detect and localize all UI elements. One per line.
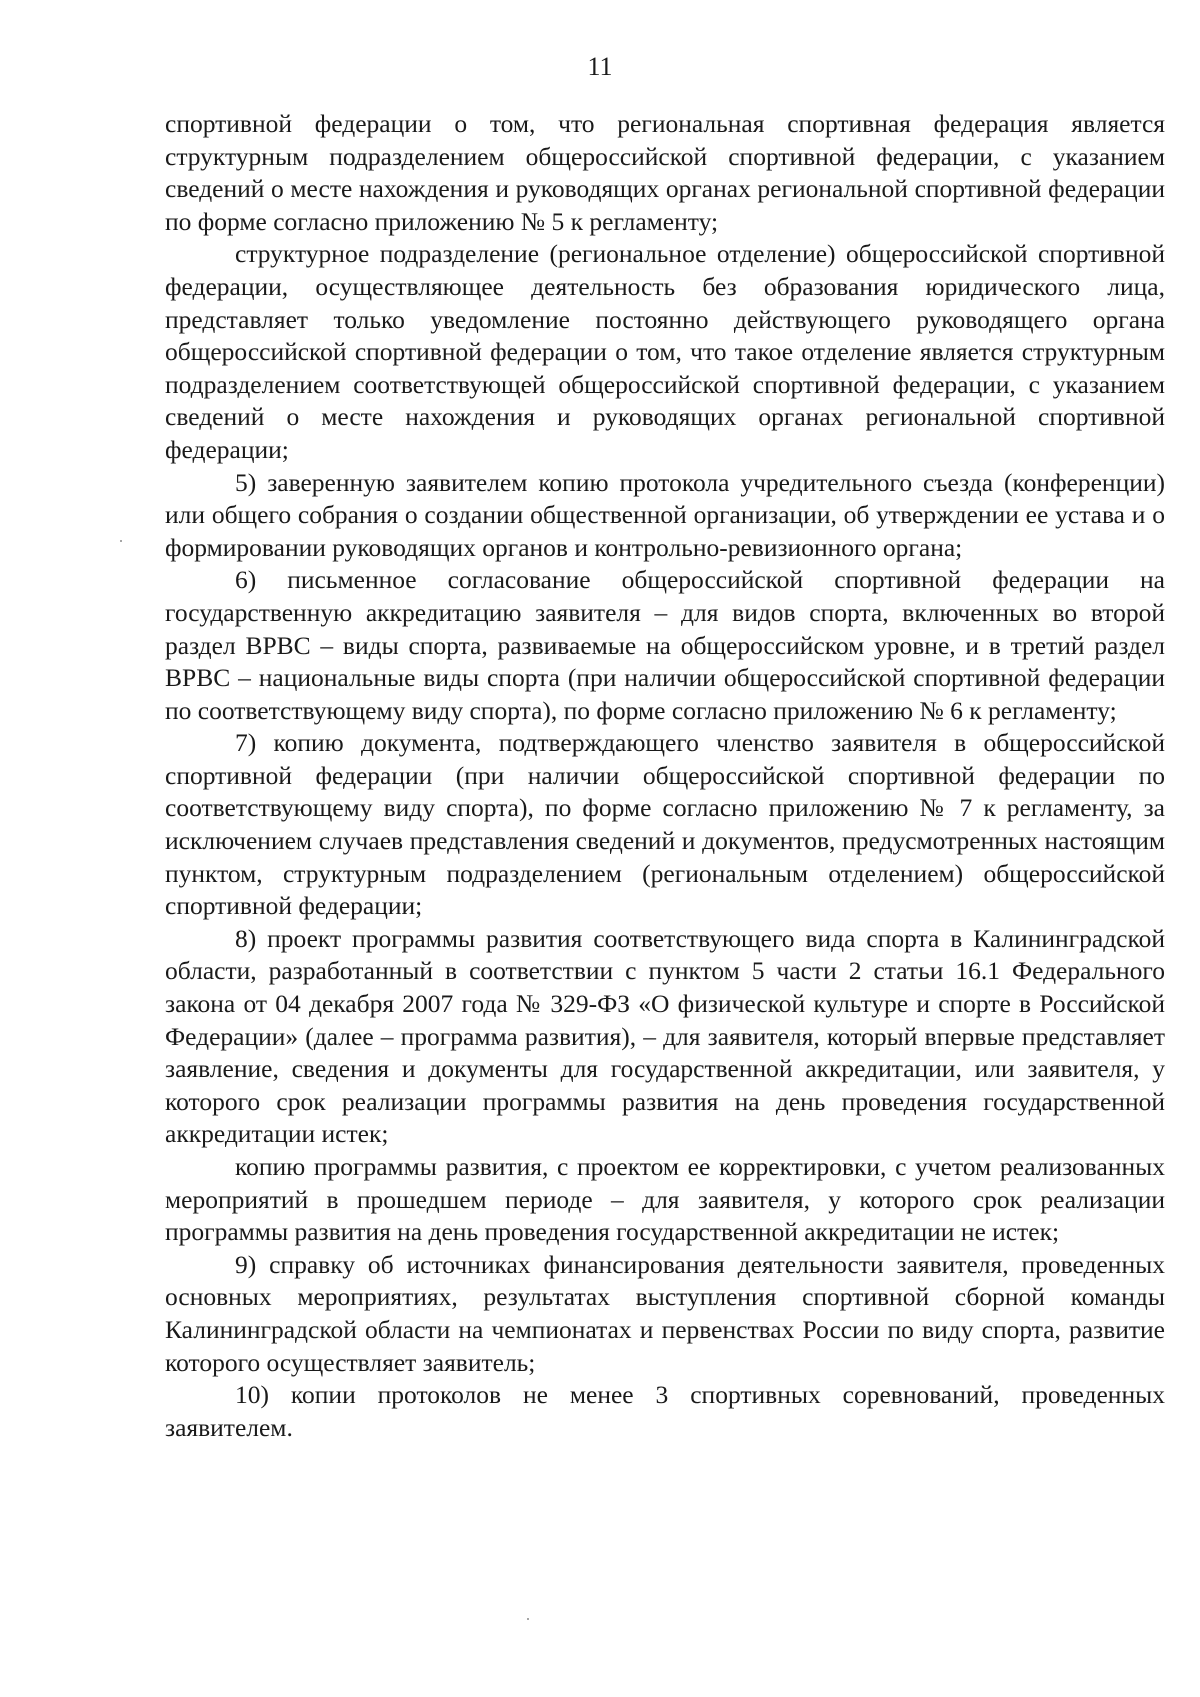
paragraph-item-9: 9) справку об источниках финансирования деятельности заявителя, проведенных основных мероприятиях, результатах выступления спортивной сборной команды Калининградской области на чемпионатах и первенствах России по виду спорта, развитие которого осуществляет заявитель; [165, 1249, 1165, 1377]
paragraph-item-6: 6) письменное согласование общероссийской спортивной федерации на государственную аккредитацию заявителя – для видов спорта, включенных во второй раздел ВРВС – виды спорта, развиваемые на общероссийском уровне, и в третий раздел ВРВС – национальные виды спорта (при наличии общероссийской спортивной федерации по соответствующему виду спорта), по форме согласно приложению № 6 к регламенту; [165, 565, 1165, 725]
paragraph-item-7: 7) копию документа, подтверждающего членство заявителя в общероссийской спортивной федерации (при наличии общероссийской спортивной федерации по соответствующему виду спорта), по форме согласно приложению № 7 к регламенту, за исключением случаев представления сведений и документов, предусмотренных настоящим пунктом, структурным подразделением (региональным отделением) общероссийской спортивной федерации; [165, 728, 1165, 921]
page-number: 11 [587, 52, 613, 81]
paragraph-item-5: 5) заверенную заявителем копию протокола учредительного съезда (конференции) или общего собрания о создании общественной организации, об утверждении ее устава и о формировании руководящих органов и контрольно-ревизионного органа; [165, 467, 1165, 562]
scan-speck [527, 1618, 529, 1620]
document-body [165, 108, 1165, 1444]
paragraph-continuation: спортивной федерации о том, что региональная спортивная федерация является структурным подразделением общероссийской спортивной федерации, с указанием сведений о месте нахождения и руководящих органах региональной спортивной федерации по форме согласно приложению № 5 к регламенту; [165, 109, 1165, 236]
paragraph-item-8: 8) проект программы развития соответствующего вида спорта в Калининградской области, разработанный в соответствии с пунктом 5 части 2 статьи 16.1 Федерального закона от 04 декабря 2007 года № 329-ФЗ «О физической культуре и спорте в Российской Федерации» (далее – программа развития), – для заявителя, который впервые представляет заявление, сведения и документы для государственной аккредитации, или заявителя, у которого срок реализации программы развития на день проведения государственной аккредитации истек; [165, 923, 1165, 1149]
paragraph-program-copy: копию программы развития, с проектом ее корректировки, с учетом реализованных мероприятий в прошедшем периоде – для заявителя, у которого срок реализации программы развития на день проведения государственной аккредитации не истек; [165, 1152, 1165, 1247]
paragraph-structural-subdivision: структурное подразделение (региональное отделение) общероссийской спортивной федерации, осуществляющее деятельность без образования юридического лица, представляет только уведомление постоянно действующего руководящего органа общероссийской спортивной федерации о том, что такое отделение является структурным подразделением соответствующей общероссийской спортивной федерации, с указанием сведений о месте нахождения и руководящих органах региональной спортивной федерации; [165, 239, 1165, 464]
paragraph-item-10: 10) копии протоколов не менее 3 спортивных соревнований, проведенных заявителем. [165, 1380, 1165, 1442]
scan-speck [120, 540, 122, 542]
